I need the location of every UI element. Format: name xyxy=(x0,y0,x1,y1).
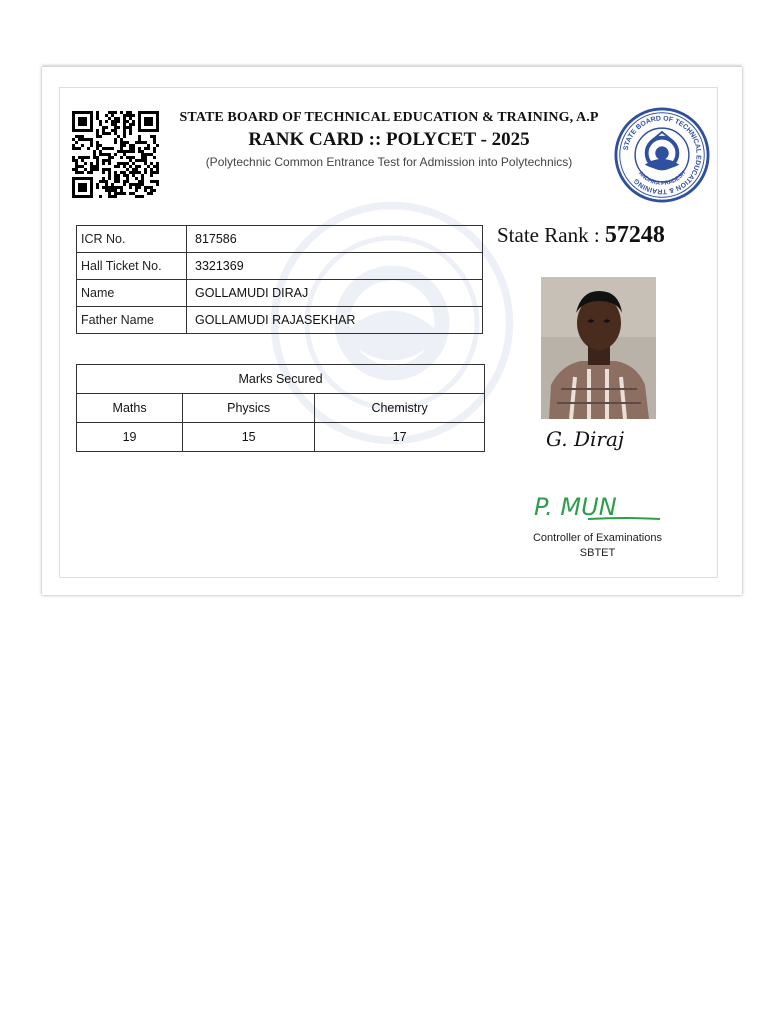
state-rank-separator: : xyxy=(593,223,600,247)
seal-ring-text: STATE BOARD OF TECHNICAL EDUCATION & TRAINING xyxy=(622,115,702,195)
card-header xyxy=(160,108,618,169)
icr-label: ICR No. xyxy=(77,226,187,253)
score-physics: 15 xyxy=(183,423,315,452)
rank-card-sheet xyxy=(42,66,742,595)
controller-org: SBTET xyxy=(579,547,616,559)
hall-ticket-label: Hall Ticket No. xyxy=(77,253,187,280)
table-row xyxy=(77,394,485,423)
score-maths: 19 xyxy=(77,423,183,452)
controller-signature-text: P. MUN xyxy=(534,493,617,521)
marks-table xyxy=(76,364,485,452)
score-chemistry: 17 xyxy=(315,423,485,452)
subject-chemistry: Chemistry xyxy=(315,394,485,423)
sbtet-seal-icon xyxy=(614,107,710,203)
name-value: GOLLAMUDI DIRAJ xyxy=(187,280,483,307)
card-title: RANK CARD :: POLYCET - 2025 xyxy=(248,129,530,150)
state-rank-value: 57248 xyxy=(604,222,665,248)
state-rank-label: State Rank xyxy=(497,223,589,247)
card-subtitle: (Polytechnic Common Entrance Test for Admission into Polytechnics) xyxy=(205,155,573,169)
controller-title: Controller of Examinations xyxy=(532,532,662,544)
state-rank xyxy=(497,222,665,249)
candidate-signature-text: G. Diraj xyxy=(546,427,625,451)
seal-bottom-text: ANDHRA PRADESH xyxy=(636,170,688,188)
table-row xyxy=(77,307,483,334)
table-row xyxy=(77,253,483,280)
table-row xyxy=(77,423,485,452)
qr-code-icon xyxy=(72,111,159,198)
candidate-details-table xyxy=(76,225,483,334)
table-row xyxy=(77,226,483,253)
controller-block xyxy=(525,531,670,561)
marks-title: Marks Secured xyxy=(77,365,485,394)
hall-ticket-value: 3321369 xyxy=(187,253,483,280)
rank-card xyxy=(59,87,718,578)
father-name-label: Father Name xyxy=(77,307,187,334)
subject-physics: Physics xyxy=(183,394,315,423)
father-name-value: GOLLAMUDI RAJASEKHAR xyxy=(187,307,483,334)
candidate-photo xyxy=(541,277,656,419)
table-row xyxy=(77,280,483,307)
icr-value: 817586 xyxy=(187,226,483,253)
name-label: Name xyxy=(77,280,187,307)
candidate-signature xyxy=(544,420,644,456)
subject-maths: Maths xyxy=(77,394,183,423)
table-row xyxy=(77,365,485,394)
board-name: STATE BOARD OF TECHNICAL EDUCATION & TRAINING, A.P xyxy=(179,110,599,125)
controller-signature xyxy=(528,485,670,527)
